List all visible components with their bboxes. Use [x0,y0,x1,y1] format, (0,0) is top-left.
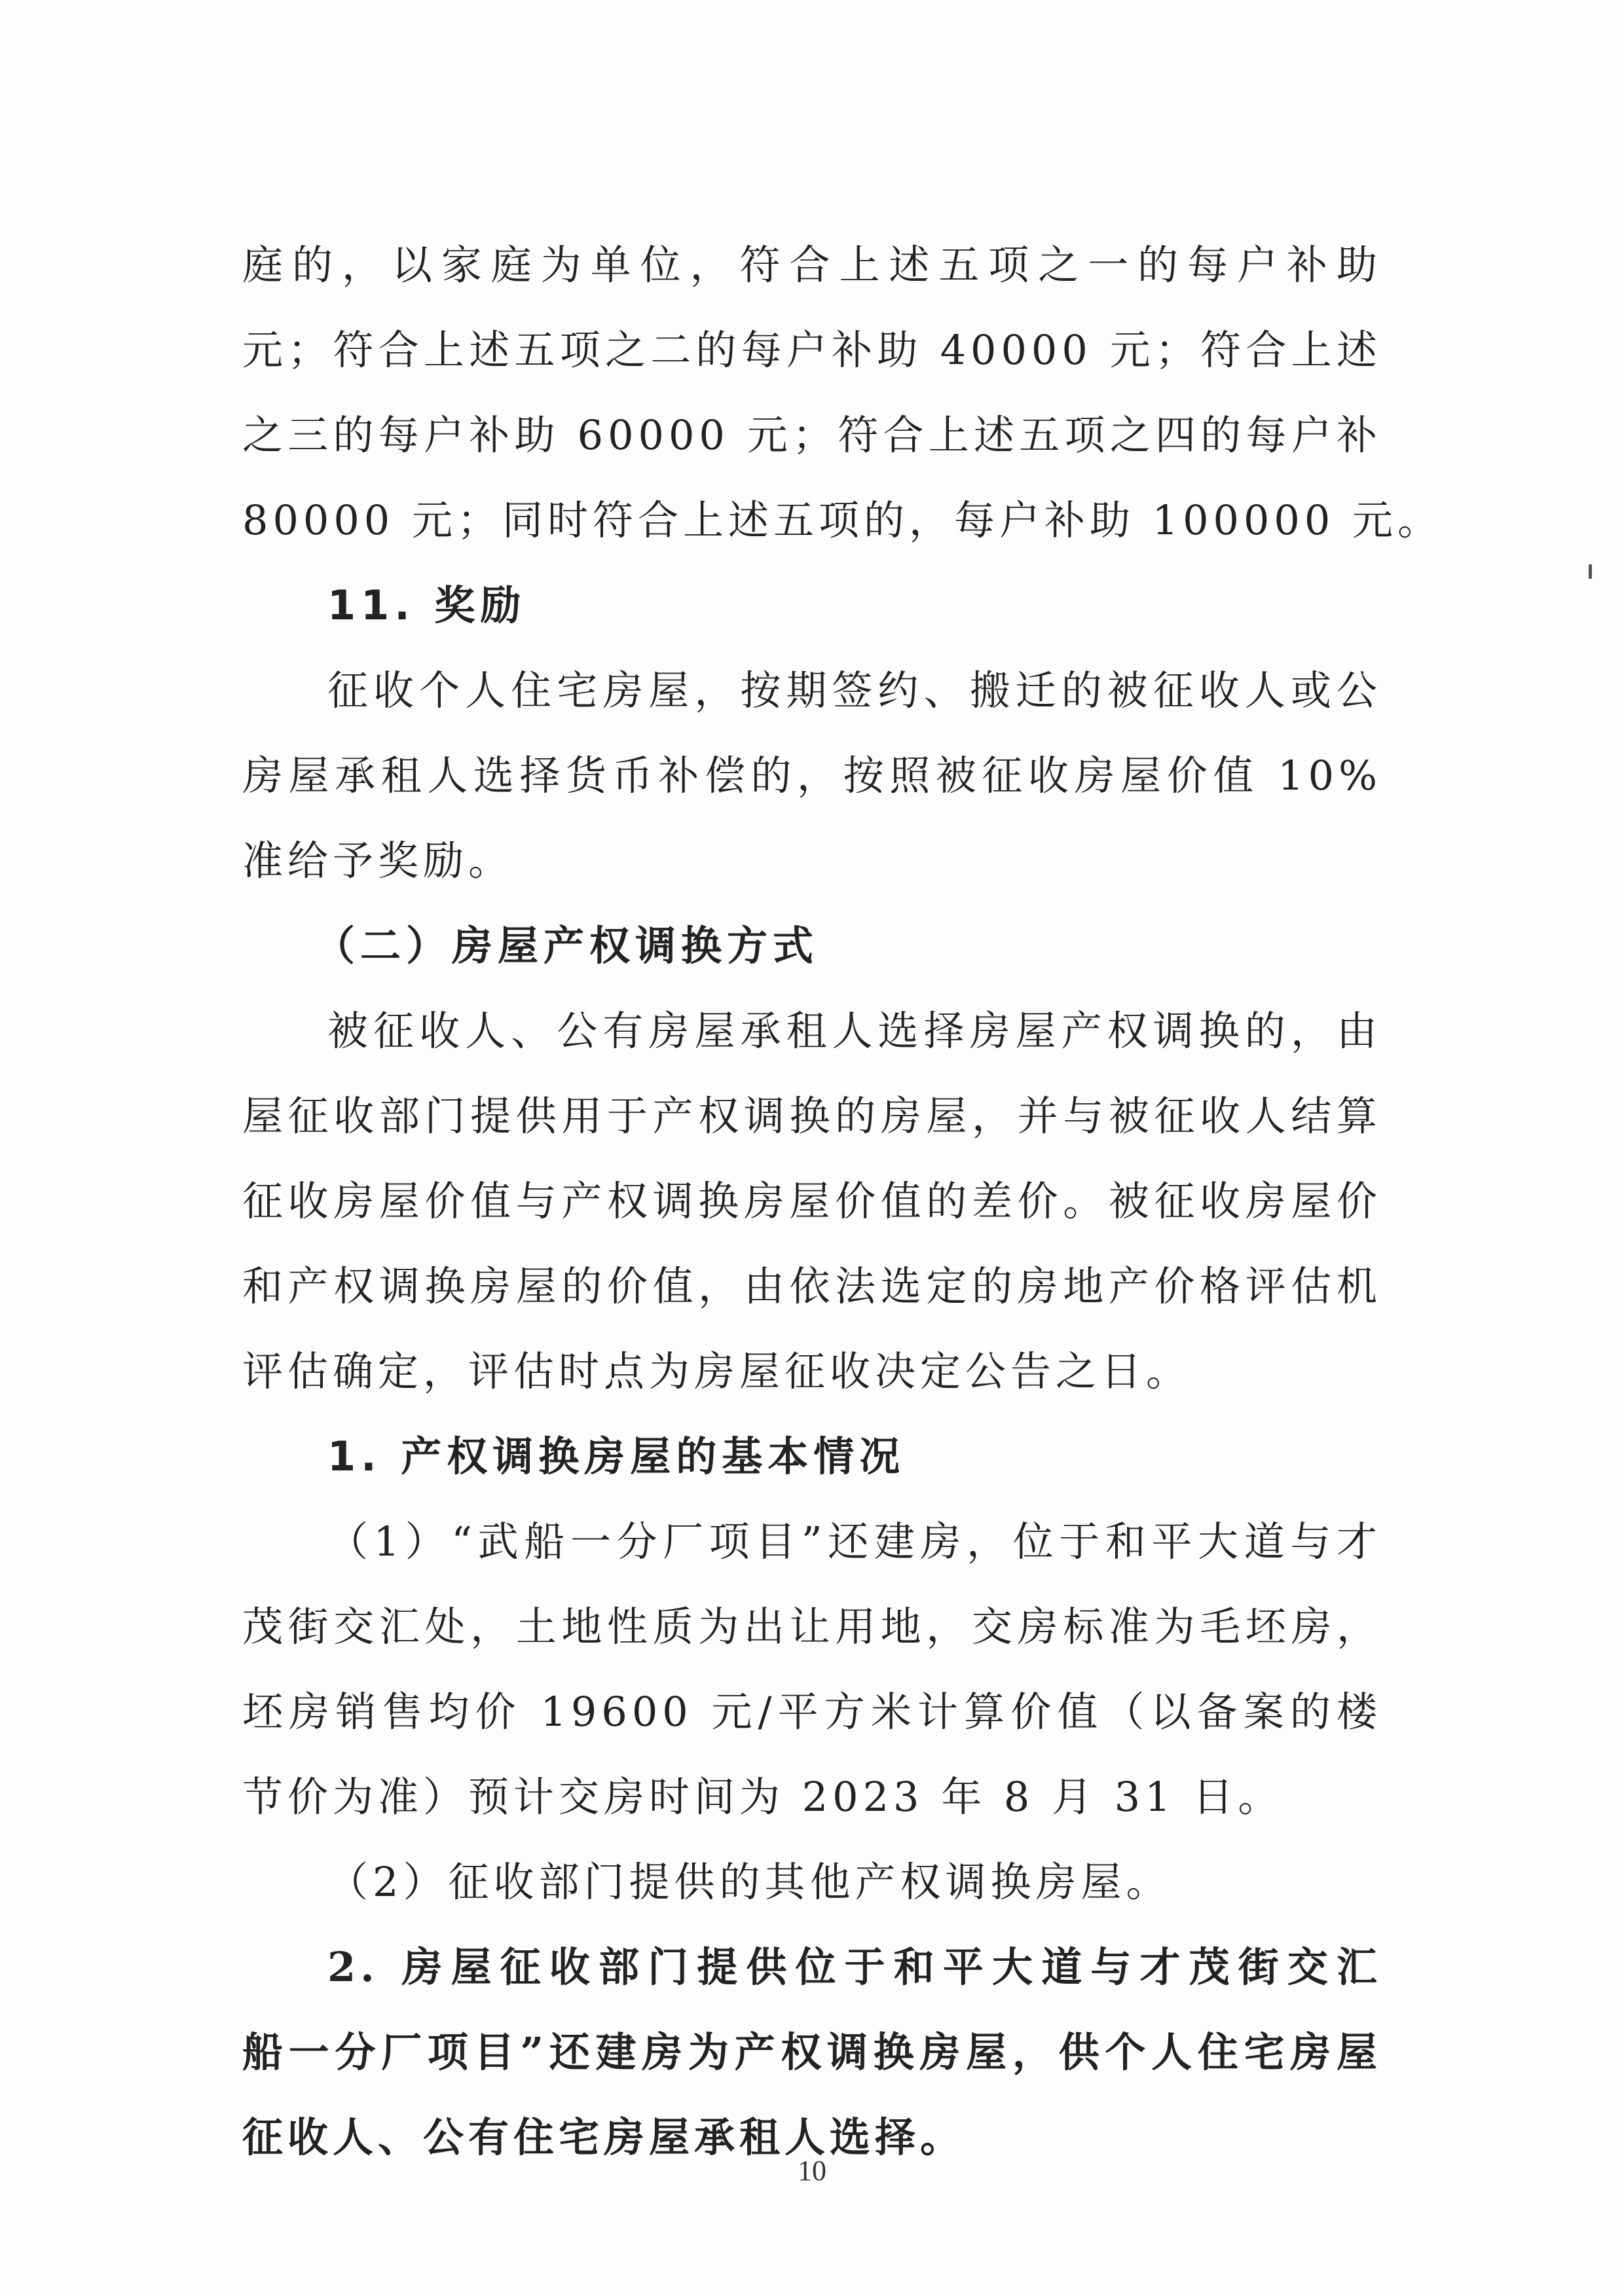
section-heading-reward: 11. 奖励 [327,581,526,629]
paragraph-line: 80000 元；同时符合上述五项的，每户补助 100000 元。 [242,496,1443,544]
section-heading-property-exchange: （二）房屋产权调换方式 [314,922,819,970]
bold-paragraph-line: 征收人、公有住宅房屋承租人选择。 [242,2113,966,2161]
paragraph-line: 庭的，以家庭为单位，符合上述五项之一的每户补助 [242,241,1382,289]
paragraph-line: 节价为准）预计交房时间为 2023 年 8 月 31 日。 [242,1773,1283,1821]
paragraph-line: （2）征收部门提供的其他产权调换房屋。 [327,1858,1172,1906]
section-heading-basic-info: 1. 产权调换房屋的基本情况 [327,1432,906,1480]
paragraph-line: 坯房销售均价 19600 元/平方米计算价值（以备案的楼 [242,1688,1382,1736]
paragraph-line: 被征收人、公有房屋承租人选择房屋产权调换的，由 [327,1007,1382,1055]
paragraph-line: 屋征收部门提供用于产权调换的房屋，并与被征收人结算 [242,1092,1382,1140]
paragraph-line: 之三的每户补助 60000 元；符合上述五项之四的每户补 [242,411,1382,459]
paragraph-line: 房屋承租人选择货币补偿的，按照被征收房屋价值 10% [242,752,1382,799]
bold-paragraph-line: 2. 房屋征收部门提供位于和平大道与才茂街交汇 [327,1943,1382,1991]
bold-paragraph-line: 船一分厂项目”还建房为产权调换房屋，供个人住宅房屋 [242,2028,1382,2076]
paragraph-line: 评估确定，评估时点为房屋征收决定公告之日。 [242,1347,1192,1395]
paragraph-line: 茂街交汇处，土地性质为出让用地，交房标准为毛坯房， [242,1603,1382,1650]
paragraph-line: 准给予奖励。 [242,837,514,884]
paragraph-line: 征收房屋价值与产权调换房屋价值的差价。被征收房屋价 [242,1177,1382,1225]
paragraph-line: （1）“武船一分厂项目”还建房，位于和平大道与才 [327,1518,1382,1565]
page-number: 10 [798,2155,826,2187]
scan-artifact-mark [1589,564,1592,579]
document-body [242,223,1443,2180]
paragraph-line: 征收个人住宅房屋，按期签约、搬迁的被征收人或公 [327,666,1382,714]
paragraph-line: 元；符合上述五项之二的每户补助 40000 元；符合上述 [242,326,1382,374]
paragraph-line: 和产权调换房屋的价值，由依法选定的房地产价格评估机 [242,1262,1382,1310]
